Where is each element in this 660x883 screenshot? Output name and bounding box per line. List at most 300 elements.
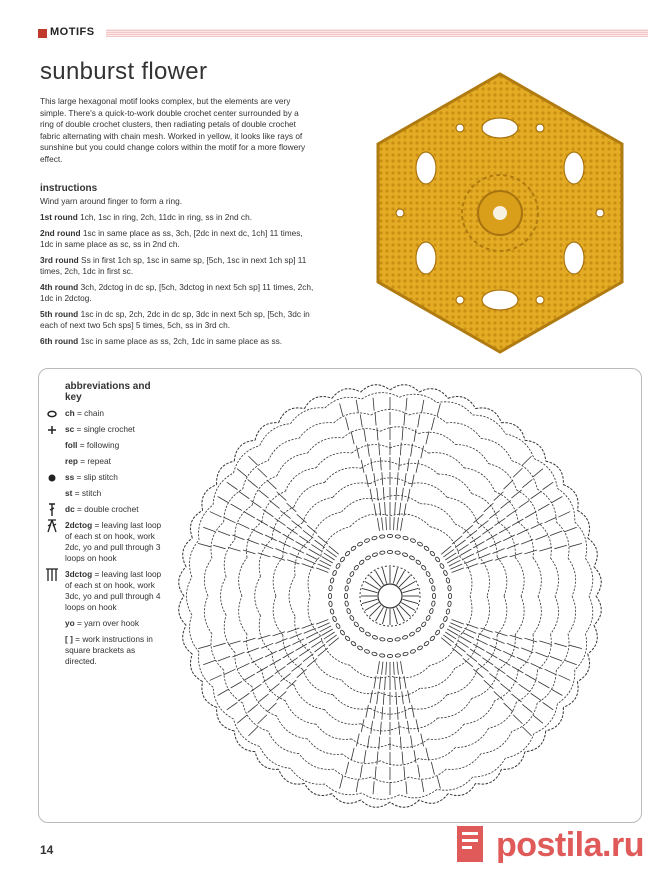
key-definition: stitch [81, 488, 102, 498]
chart-dc-stitch [307, 658, 317, 666]
chart-dc-stitch [503, 651, 515, 657]
chart-mesh-arc [295, 616, 312, 653]
chart-dc-stitch [280, 511, 290, 519]
chart-mesh-arc [325, 709, 361, 724]
chart-chain-stitch [403, 536, 409, 540]
chart-dc-stitch [522, 479, 532, 487]
chart-dc-stitch [481, 560, 493, 564]
chart-dc-stitch [382, 662, 383, 675]
chart-dc-stitch [473, 669, 483, 678]
chart-chain-stitch [402, 635, 408, 640]
chart-dc-stitch [251, 529, 263, 535]
chart-mesh-arc [437, 402, 473, 415]
chart-mesh-arc [505, 434, 534, 459]
chart-dc-stitch [558, 512, 570, 518]
chart-dc-stitch [210, 512, 222, 518]
chart-dc-stitch [297, 669, 307, 678]
chart-dc-stitch [239, 693, 250, 700]
chart-edge-scallop [588, 538, 598, 567]
chart-dc-stitch [238, 663, 250, 669]
chart-dc-stitch [533, 715, 543, 723]
chart-dc-stitch [464, 559, 476, 564]
chart-edge-scallop [304, 783, 332, 795]
chart-dc-stitch [470, 536, 481, 543]
chart-chain-stitch [435, 556, 441, 562]
chart-mesh-arc [464, 701, 495, 725]
chart-chain-stitch [332, 570, 337, 576]
chart-dc-stitch [375, 413, 376, 426]
chart-mesh-arc [273, 557, 283, 596]
key-definition: slip stitch [83, 472, 118, 482]
chart-dc-stitch [360, 765, 362, 778]
key-definition: leaving last loop of each st on hook, work 3dc, yo and pull through 4 loops on hook [65, 569, 162, 612]
chart-mesh-arc [252, 476, 277, 505]
chart-dc-stitch [551, 689, 562, 696]
chart-dc-stitch [307, 525, 317, 533]
chart-mesh-arc [419, 432, 456, 444]
chart-mesh-arc [489, 702, 517, 728]
chart-dc-stitch [400, 442, 401, 455]
chart-dc-stitch [452, 648, 462, 656]
chart-mesh-arc [252, 687, 277, 716]
key-definition: chain [84, 408, 104, 418]
chart-dc-stitch [460, 637, 471, 644]
chart-dc-stitch [329, 546, 339, 554]
chart-chain-stitch [423, 641, 429, 647]
chart-mesh-arc [325, 784, 362, 795]
chart-chain-stitch [439, 563, 444, 569]
chart-dc-stitch [464, 628, 476, 633]
chart-dc-stitch [407, 458, 409, 471]
key-term: [ ] [65, 634, 73, 644]
chart-mesh-arc [259, 616, 272, 653]
chart-mesh-arc [497, 557, 507, 596]
chart-mesh-arc [312, 653, 342, 680]
chart-dc-stitch [493, 549, 505, 554]
chart-chain-stitch [372, 536, 378, 540]
chart-dc-stitch [504, 703, 513, 712]
chart-edge-scallop [190, 654, 202, 682]
chart-dc-stitch [533, 469, 543, 477]
chart-mesh-arc [273, 596, 283, 635]
chart-dc-stitch [545, 669, 557, 675]
chart-edge-scallop [588, 625, 598, 654]
chart-dc-stitch [306, 632, 318, 638]
chart-dc-stitch [539, 547, 551, 551]
round-label: 5th round [40, 308, 79, 319]
chart-dc-stitch [408, 489, 410, 502]
chart-mesh-arc [308, 596, 321, 636]
chart-dc-stitch [356, 446, 359, 459]
chart-dc-stitch [356, 400, 358, 413]
chart-dc-stitch [402, 488, 404, 501]
chart-center-stitch [393, 568, 397, 583]
chart-dc-stitch [340, 403, 343, 416]
chart-dc-stitch [380, 722, 381, 735]
chart-dc-stitch [258, 468, 267, 477]
chart-chain-stitch [353, 621, 359, 627]
chart-mesh-arc [291, 768, 325, 784]
chart-dc-stitch [224, 517, 236, 523]
chart-chain-stitch [330, 609, 334, 615]
chart-mesh-arc [557, 670, 574, 704]
chart-dc-stitch [536, 652, 548, 657]
chart-center-stitch [403, 588, 418, 592]
chart-dc-stitch [402, 691, 404, 704]
chart-chain-stitch [446, 609, 450, 615]
chart-dc-stitch [486, 534, 497, 541]
single-crochet-cross-icon [45, 424, 59, 436]
chart-dc-stitch [394, 662, 395, 675]
chart-chain-stitch [330, 578, 334, 584]
chart-dc-stitch [397, 662, 398, 675]
chart-edge-scallop [255, 423, 279, 441]
chart-dc-stitch [397, 517, 398, 530]
chart-mesh-arc [551, 558, 559, 596]
chart-chain-stitch [448, 585, 452, 591]
round-text: 1ch, 1sc in ring, 2ch, 11dc in ring, ss in 2nd ch. [80, 212, 252, 222]
chart-chain-stitch [357, 645, 363, 650]
chart-dc-stitch [565, 660, 577, 664]
chart-chain-stitch [425, 615, 430, 621]
chart-mesh-arc [303, 497, 333, 522]
chart-dc-stitch [231, 682, 242, 689]
chart-dc-stitch [470, 649, 481, 656]
chart-chain-stitch [387, 550, 392, 553]
key-item: ch = chain [45, 408, 165, 419]
chart-dc-stitch [203, 527, 215, 531]
chart-chain-stitch [372, 635, 378, 640]
chart-dc-stitch [402, 428, 403, 441]
key-item: [ ] = work instructions in square brackets as directed. [65, 634, 153, 666]
page-number: 14 [40, 843, 54, 857]
chart-edge-scallop [217, 707, 235, 731]
chart-mesh-arc [438, 698, 472, 718]
chart-mesh-arc [498, 522, 515, 557]
chart-edge-scallop [563, 682, 578, 708]
chart-mesh-arc [409, 769, 446, 779]
chart-dc-stitch [270, 659, 281, 666]
key-item: 3dctog = leaving last loop of each st on hook, work 3dc, yo and pull through 4 loops on hook [45, 569, 165, 613]
chart-mesh-arc [312, 512, 342, 539]
chart-mesh-arc [533, 558, 541, 596]
chart-chain-stitch [353, 565, 359, 571]
chart-dc-stitch [386, 662, 387, 675]
chart-mesh-arc [325, 468, 361, 483]
chart-dc-stitch [292, 664, 302, 672]
chart-mesh-arc [410, 483, 447, 497]
chart-dc-stitch [525, 674, 536, 681]
chart-dc-stitch [239, 491, 250, 498]
chart-dc-stitch [275, 549, 287, 554]
chart-mesh-arc [277, 716, 308, 739]
chart-dc-stitch [437, 776, 440, 789]
chart-chain-stitch [350, 546, 356, 552]
chart-edge-scallop [202, 682, 217, 708]
chart-mesh-arc [455, 728, 488, 747]
chart-mesh-arc [285, 468, 316, 492]
chart-dc-stitch [385, 677, 386, 690]
chart-edge-scallop [419, 794, 448, 804]
chart-chain-stitch [340, 556, 346, 562]
chart-mesh-arc [551, 596, 559, 634]
chart-mesh-arc [325, 397, 362, 408]
round-text: 1sc in same place as ss, 2ch, 1dc in same place as ss. [80, 335, 283, 346]
chart-chain-stitch [335, 563, 340, 569]
chart-chain-stitch [432, 593, 435, 598]
chart-dc-stitch [356, 779, 358, 792]
chart-chain-stitch [335, 623, 340, 629]
chart-mesh-arc [459, 596, 472, 636]
chart-chain-stitch [443, 616, 448, 622]
chart-dc-stitch [494, 518, 505, 525]
chart-edge-scallop [190, 510, 202, 538]
chart-edge-scallop [594, 596, 601, 625]
chart-mesh-arc [294, 685, 325, 709]
chart-dc-stitch [402, 752, 403, 765]
chart-chain-stitch [332, 616, 337, 622]
chart-mesh-arc [481, 731, 512, 753]
chart-dc-stitch [426, 748, 429, 761]
chart-chain-stitch [417, 645, 423, 650]
chart-chain-stitch [443, 570, 448, 576]
chart-mesh-arc [568, 558, 576, 596]
chart-dc-stitch [375, 766, 376, 779]
chart-dc-stitch [361, 460, 364, 473]
chart-dc-stitch [292, 521, 302, 529]
chart-mesh-arc [515, 596, 524, 635]
chart-mesh-arc [204, 558, 212, 596]
chart-mesh-arc [568, 596, 576, 634]
chart-edge-scallop [332, 389, 361, 399]
key-item: st = stitch [65, 488, 102, 498]
intro-paragraph: This large hexagonal motif looks complex, but the elements are very simple. There's a quick-to-work double crochet center surrounded by a ring of double crochet clusters, then radiating petals of double crochet fabric alternating with chain mesh. Worked in yellow, it looks like rays of sunshine but you could change colors within the motif for a more flowery effect. [40, 96, 306, 164]
chart-dc-stitch [517, 657, 529, 663]
chart-dc-stitch [311, 544, 322, 551]
chart-mesh-arc [537, 522, 551, 558]
chart-edge-scallop [476, 408, 502, 423]
key-item: foll = following [65, 440, 120, 450]
chart-dc-stitch [380, 457, 381, 470]
chart-dc-stitch [248, 456, 257, 465]
chart-chain-stitch [345, 601, 349, 607]
key-term: foll [65, 440, 78, 450]
chart-chain-stitch [410, 538, 416, 543]
chart-dc-stitch [283, 652, 294, 659]
chart-center-stitch [393, 609, 397, 624]
chart-dc-stitch [275, 639, 287, 644]
chart-mesh-arc [556, 522, 569, 558]
chart-dc-stitch [513, 715, 522, 724]
chart-dc-stitch [404, 413, 405, 426]
chart-dc-stitch [364, 750, 366, 763]
chart-mesh-arc [316, 724, 352, 739]
chart-chain-stitch [380, 637, 386, 641]
chart-dc-stitch [237, 469, 247, 477]
chart-chain-stitch [379, 535, 385, 539]
chart-edge-scallop [332, 794, 361, 804]
chart-dc-stitch [227, 482, 238, 489]
chart-mesh-arc [235, 505, 252, 539]
chart-mesh-arc [400, 463, 438, 474]
chart-edge-scallop [183, 625, 193, 654]
chart-dc-stitch [500, 500, 510, 508]
chart-dc-stitch [244, 512, 255, 519]
chart-edge-scallop [217, 461, 235, 485]
chart-dc-stitch [366, 474, 369, 487]
chart-dc-stitch [263, 675, 274, 682]
key-term: sc [65, 424, 75, 434]
chart-chain-stitch [448, 601, 452, 607]
chart-dc-stitch [412, 474, 415, 487]
chart-dc-stitch [258, 490, 268, 498]
chart-dc-stitch [258, 715, 267, 724]
chart-dc-stitch [218, 497, 229, 504]
key-definition: double crochet [84, 504, 139, 514]
chart-center-stitch [362, 599, 377, 603]
chart-dc-stitch [569, 645, 582, 648]
round-label: 4th round [40, 281, 79, 292]
chart-dc-stitch [203, 660, 215, 664]
chart-mesh-arc [190, 615, 200, 652]
chart-edge-scallop [501, 752, 525, 770]
chart-dc-stitch [373, 781, 374, 794]
chart-dc-stitch [484, 503, 494, 512]
key-term: ss [65, 472, 75, 482]
chart-mesh-arc [199, 652, 214, 687]
chart-dc-stitch [237, 715, 247, 723]
chart-dc-stitch [395, 502, 396, 515]
chart-dc-stitch [290, 633, 302, 638]
chart-mesh-arc [211, 634, 224, 670]
chart-mesh-arc [294, 483, 325, 507]
chart-mesh-arc [410, 695, 447, 709]
chart-dc-stitch [385, 502, 386, 515]
chart-dc-stitch [269, 684, 279, 692]
chart-dc-stitch [569, 543, 582, 546]
chart-mesh-arc [362, 793, 400, 799]
chart-dc-stitch [258, 635, 270, 639]
chart-dc-stitch [290, 553, 302, 558]
chart-dc-stitch [329, 638, 339, 646]
chart-dc-stitch [213, 643, 225, 647]
three-dc-together-icon [45, 569, 59, 581]
chart-mesh-arc [437, 777, 473, 790]
chart-mesh-arc [455, 444, 488, 463]
chart-dc-stitch [431, 417, 434, 430]
watermark: postila.ru [495, 826, 644, 864]
chart-dc-stitch [404, 766, 405, 779]
chart-dc-stitch [306, 554, 318, 560]
chart-mesh-arc [473, 415, 506, 434]
round-item [40, 336, 315, 348]
chart-dc-stitch [315, 644, 325, 652]
chart-dc-stitch [531, 523, 543, 529]
chart-chain-stitch [364, 649, 370, 654]
round-item [40, 212, 315, 224]
chart-dc-stitch [279, 645, 291, 651]
chart-dc-stitch [478, 664, 488, 672]
chart-dc-stitch [422, 779, 424, 792]
chart-chain-stitch [349, 571, 354, 577]
chart-mesh-arc [400, 718, 438, 729]
chart-mesh-arc [446, 423, 481, 439]
chart-mesh-arc [380, 688, 420, 696]
chart-dc-stitch [522, 727, 531, 736]
chart-dc-stitch [198, 645, 211, 648]
chart-chain-stitch [421, 621, 427, 627]
chart-dc-stitch [494, 666, 505, 673]
chart-mesh-arc [390, 514, 430, 527]
chart-dc-stitch [426, 432, 429, 445]
key-item: dc = double crochet [45, 504, 165, 515]
chart-dc-stitch [218, 656, 230, 661]
chart-dc-stitch [351, 432, 354, 445]
chart-edge-scallop [279, 408, 305, 423]
key-definition: work instructions in square brackets as directed. [65, 634, 153, 666]
chart-dc-stitch [437, 403, 440, 416]
chart-chain-stitch [349, 615, 354, 621]
motif-photo [360, 68, 640, 358]
slip-stitch-dot-icon [45, 472, 59, 484]
chart-mesh-arc [505, 733, 534, 758]
chart-chain-stitch [403, 652, 409, 656]
chart-chain-stitch [402, 552, 408, 557]
chart-dc-stitch [377, 661, 379, 674]
chart-chain-stitch [387, 534, 392, 537]
chart-dc-stitch [531, 693, 542, 700]
chart-dc-stitch [565, 527, 577, 531]
chart-dc-stitch [418, 414, 420, 427]
chart-edge-scallop [501, 423, 525, 441]
chart-chain-stitch [344, 593, 347, 598]
chart-mesh-arc [239, 558, 247, 596]
chart-dc-stitch [408, 690, 410, 703]
chart-dc-stitch [525, 512, 536, 519]
chart-mesh-arc [199, 505, 214, 540]
chart-dc-stitch [383, 692, 384, 705]
chart-dc-stitch [198, 543, 211, 546]
chart-dc-stitch [513, 468, 522, 477]
chart-dc-stitch [244, 674, 255, 681]
chart-mesh-arc [224, 540, 235, 577]
chart-mesh-arc [380, 427, 418, 434]
chart-chain-stitch [410, 649, 416, 654]
chart-dc-stitch [416, 460, 419, 473]
chart-mesh-arc [438, 474, 472, 494]
chart-dc-stitch [441, 638, 451, 646]
chart-dc-stitch [551, 497, 562, 504]
chart-dc-stitch [473, 514, 483, 523]
header-stripe [106, 29, 648, 37]
chart-dc-stitch [386, 517, 387, 530]
chart-mesh-arc [399, 789, 436, 797]
key-definition: leaving last loop of each st on hook, work 2dc, yo and pull through 3 loops on hook [65, 520, 162, 563]
chart-dc-stitch [401, 661, 403, 674]
chart-dc-stitch [243, 550, 255, 554]
chart-dc-stitch [231, 504, 242, 511]
chart-dc-stitch [297, 514, 307, 523]
chart-dc-stitch [309, 549, 320, 556]
key-term: ch [65, 408, 75, 418]
section-label: MOTIFS [50, 26, 95, 38]
chart-mesh-arc [459, 556, 472, 596]
chart-dc-stitch [299, 536, 310, 543]
chart-dc-stitch [261, 643, 273, 648]
chart-edge-scallop [546, 461, 564, 485]
chart-chain-stitch [359, 559, 365, 565]
chart-edge-scallop [594, 567, 601, 596]
